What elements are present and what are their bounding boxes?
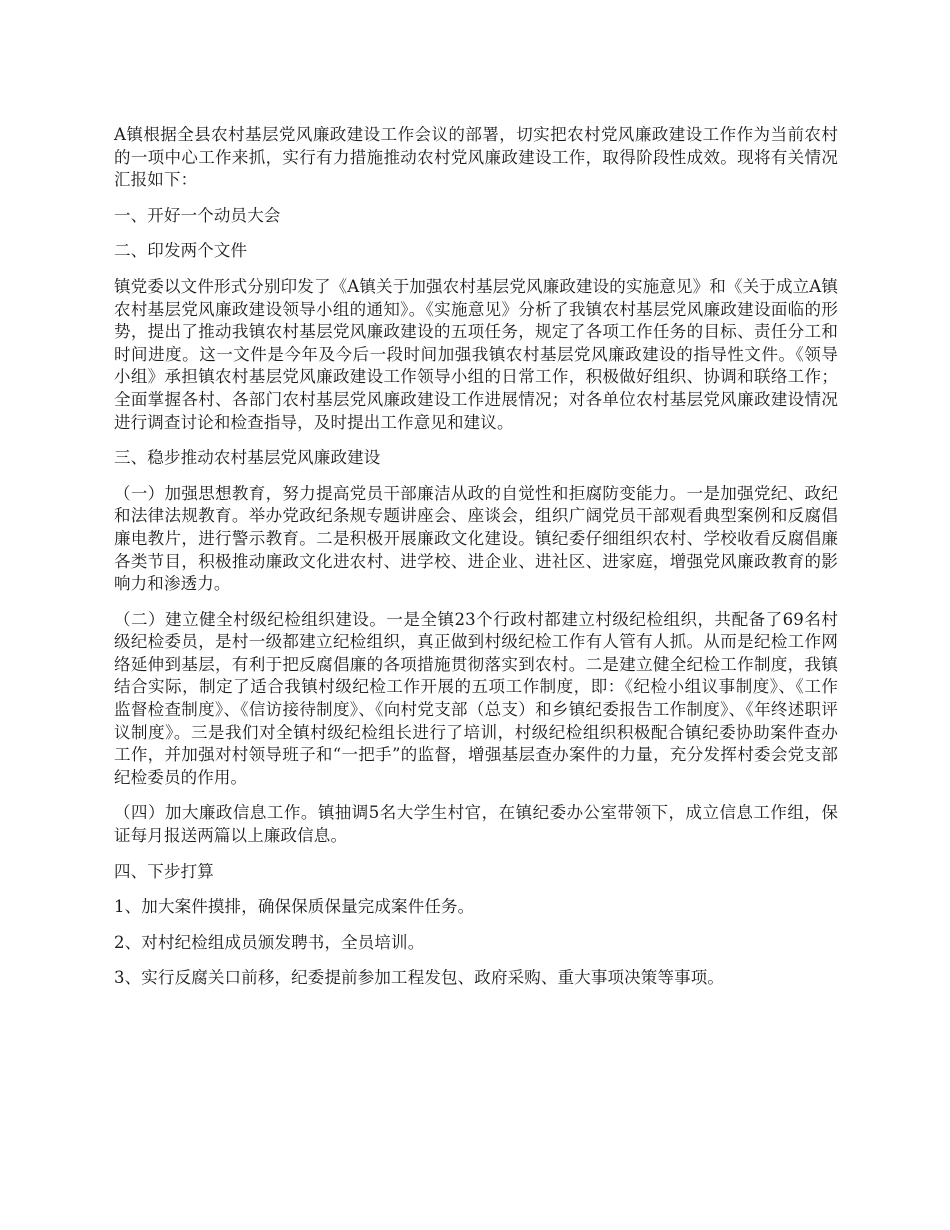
section-3-paragraph-2: （二）建立健全村级纪检组织建设。一是全镇23个行政村都建立村级纪检组织，共配备了69名村级纪检委员，是村一级都建立纪检组织，真正做到村级纪检工作有人管有人抓。从而是纪检工作网络延伸到基层，有利于把反腐倡廉的各项措施贯彻落实到农村。二是建立健全纪检工作制度，我镇结合实际，制定了适合我镇村级纪检工作开展的五项工作制度，即：《纪检小组议事制度》、《工作监督检查制度》、《信访接待制度》、《向村党支部（总支）和乡镇纪委报告工作制度》、《年终述职评议制度》。三是我们对全镇村级纪检组长进行了培训，村级纪检组织积极配合镇纪委协助案件查办工作，并加强对村领导班子和“一把手”的监督，增强基层查办案件的力量，充分发挥村委会党支部纪检委员的作用。	[114, 609, 838, 787]
section-2-paragraph: 镇党委以文件形式分别印发了《A镇关于加强农村基层党风廉政建设的实施意见》和《关于成立A镇农村基层党风廉政建设领导小组的通知》。《实施意见》分析了我镇农村基层党风廉政建设面临的形势，提出了推动我镇农村基层党风廉政建设的五项任务，规定了各项工作任务的目标、责任分工和时间进度。这一文件是今年及今后一段时间加强我镇农村基层党风廉政建设的指导性文件。《领导小组》承担镇农村基层党风廉政建设工作领导小组的日常工作，积极做好组织、协调和联络工作；全面掌握各村、各部门农村基层党风廉政建设工作进展情况；对各单位农村基层党风廉政建设情况进行调查讨论和检查指导，及时提出工作意见和建议。	[114, 276, 838, 432]
section-heading-3: 三、稳步推动农村基层党风廉政建设	[114, 448, 381, 468]
section-heading-2: 二、印发两个文件	[114, 241, 248, 261]
section-heading-1: 一、开好一个动员大会	[114, 205, 281, 225]
section-3-paragraph-1: （一）加强思想教育，努力提高党员干部廉洁从政的自觉性和拒腐防变能力。一是加强党纪、政纪和法律法规教育。举办党政纪条规专题讲座会、座谈会，组织广阔党员干部观看典型案例和反腐倡廉电教片，进行警示教育。二是积极开展廉政文化建设。镇纪委仔细组织农村、学校收看反腐倡廉各类节目，积极推动廉政文化进农村、进学校、进企业、进社区、进家庭，增强党风廉政教育的影响力和渗透力。	[114, 483, 838, 594]
plan-item: 1、加大案件摸排，确保保质保量完成案件任务。	[114, 897, 475, 917]
section-heading-4: 四、下步打算	[114, 861, 214, 881]
plan-item: 3、实行反腐关口前移，纪委提前参加工程发包、政府采购、重大事项决策等事项。	[114, 968, 725, 988]
section-3-paragraph-4: （四）加大廉政信息工作。镇抽调5名大学生村官，在镇纪委办公室带领下，成立信息工作组，保证每月报送两篇以上廉政信息。	[114, 803, 838, 846]
plan-item: 2、对村纪检组成员颁发聘书，全员培训。	[114, 932, 425, 952]
document-body	[114, 124, 838, 1003]
intro-paragraph: A镇根据全县农村基层党风廉政建设工作会议的部署，切实把农村党风廉政建设工作作为当前农村的一项中心工作来抓，实行有力措施推动农村党风廉政建设工作，取得阶段性成效。现将有关情况汇报如下：	[114, 125, 838, 190]
